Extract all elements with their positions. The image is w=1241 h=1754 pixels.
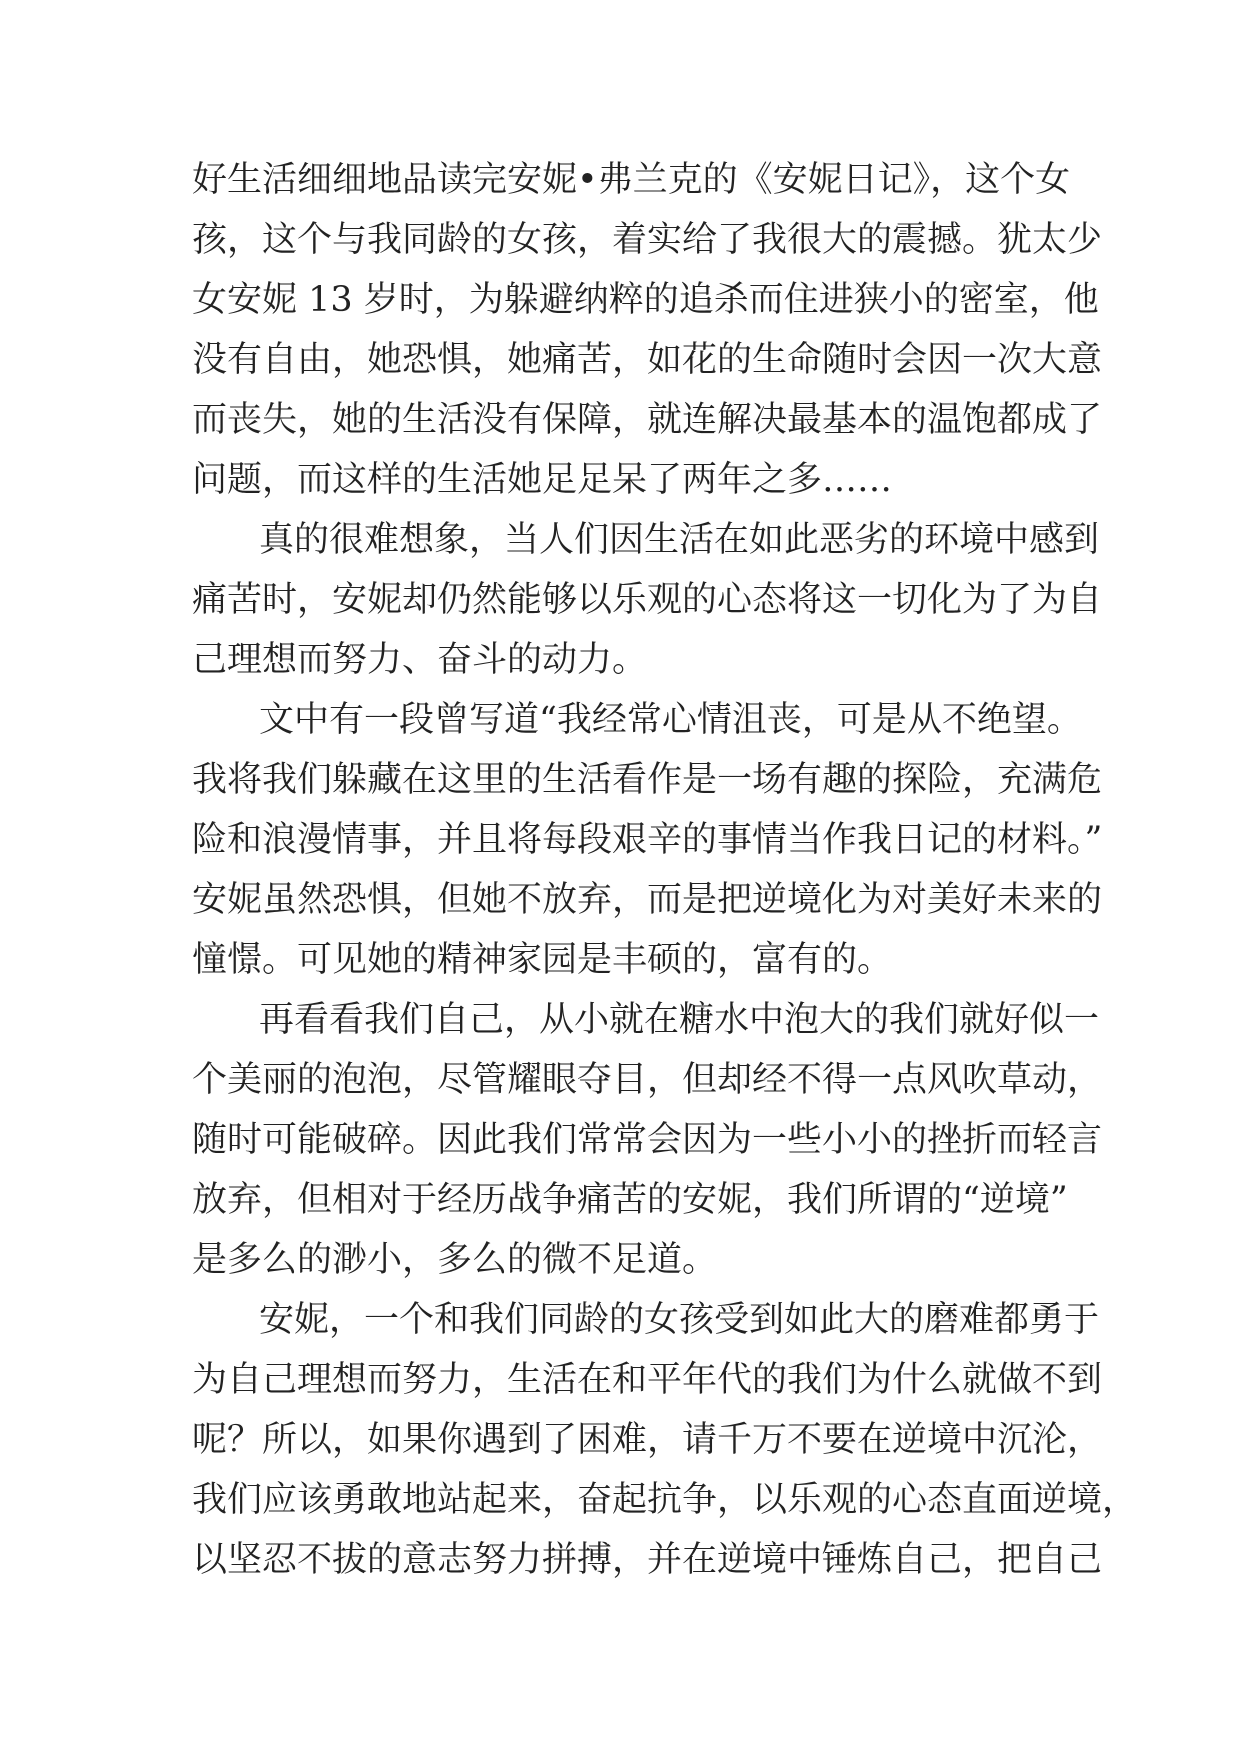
text-line: 放弃，但相对于经历战争痛苦的安妮，我们所谓的“逆境” — [192, 1180, 1068, 1220]
text-line: 呢？所以，如果你遇到了困难，请千万不要在逆境中沉沦， — [192, 1420, 1103, 1460]
text-line: 随时可能破碎。因此我们常常会因为一些小小的挫折而轻言 — [192, 1120, 1103, 1160]
text-line: 险和浪漫情事，并且将每段艰辛的事情当作我日记的材料。” — [192, 820, 1103, 860]
text-line: 孩，这个与我同龄的女孩，着实给了我很大的震撼。犹太少 — [192, 220, 1103, 260]
text-line: 女安妮 13 岁时，为躲避纳粹的追杀而住进狭小的密室，他 — [192, 280, 1099, 320]
paragraph-first-line: 真的很难想象，当人们因生活在如此恶劣的环境中感到 — [259, 520, 1100, 560]
paragraph-first-line: 安妮，一个和我们同龄的女孩受到如此大的磨难都勇于 — [259, 1300, 1100, 1340]
text-line: 我们应该勇敢地站起来，奋起抗争，以乐观的心态直面逆境， — [192, 1480, 1138, 1520]
text-line: 我将我们躲藏在这里的生活看作是一场有趣的探险，充满危 — [192, 760, 1103, 800]
paragraph-first-line: 再看看我们自己，从小就在糖水中泡大的我们就好似一 — [259, 1000, 1100, 1040]
text-line: 是多么的渺小，多么的微不足道。 — [192, 1240, 718, 1280]
text-line: 好生活细细地品读完安妮•弗兰克的《安妮日记》，这个女 — [192, 160, 1071, 200]
text-line: 安妮虽然恐惧，但她不放弃，而是把逆境化为对美好未来的 — [192, 880, 1103, 920]
text-line: 为自己理想而努力，生活在和平年代的我们为什么就做不到 — [192, 1360, 1103, 1400]
text-line: 己理想而努力、奋斗的动力。 — [192, 640, 648, 680]
text-line: 而丧失，她的生活没有保障，就连解决最基本的温饱都成了 — [192, 400, 1103, 440]
text-line: 憧憬。可见她的精神家园是丰硕的，富有的。 — [192, 940, 893, 980]
text-line: 问题，而这样的生活她足足呆了两年之多…… — [192, 460, 893, 500]
paragraph-first-line: 文中有一段曾写道“我经常心情沮丧，可是从不绝望。 — [259, 700, 1082, 740]
text-line: 以坚忍不拔的意志努力拼搏，并在逆境中锤炼自己，把自己 — [192, 1540, 1103, 1580]
text-line: 个美丽的泡泡，尽管耀眼夺目，但却经不得一点风吹草动， — [192, 1060, 1103, 1100]
text-line: 痛苦时，安妮却仍然能够以乐观的心态将这一切化为了为自 — [192, 580, 1103, 620]
text-line: 没有自由，她恐惧，她痛苦，如花的生命随时会因一次大意 — [192, 340, 1103, 380]
